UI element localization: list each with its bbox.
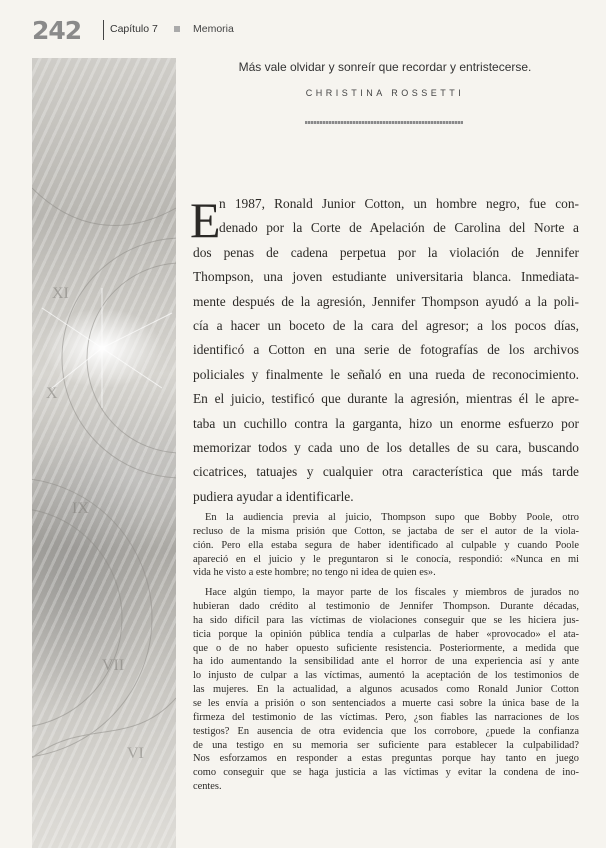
lead-line: n 1987, Ronald Junior Cotton, un hombre negro, fue con- bbox=[219, 196, 579, 211]
lead-line: Thompson, una joven estudiante universitaria blanca. Inmediata- bbox=[193, 269, 579, 285]
body-line: ha sido difícil para las víctimas de violaciones conseguir que se les hiciera jus- bbox=[193, 614, 579, 626]
body-line: lo injusto de culpar a las víctimas, aumentó la aceptación de los testimonios de bbox=[193, 670, 579, 682]
body-line: Nos esforzamos en responder a estas preguntas porque hay tanto en juego bbox=[193, 753, 579, 765]
chapter-label: Capítulo 7 bbox=[110, 23, 158, 35]
section-label: Memoria bbox=[193, 23, 234, 35]
lead-line: pudiera ayudar a identificarle. bbox=[193, 488, 354, 504]
lead-paragraph bbox=[193, 192, 579, 509]
decorative-side-image bbox=[32, 58, 176, 848]
body-line: se les envía a prisión o son sentenciados a muerte casi sobre la única base de la bbox=[193, 697, 579, 709]
drop-cap: E bbox=[190, 192, 221, 248]
body-line: hubieran dado crédito al testimonio de Jennifer Thompson. Durante décadas, bbox=[193, 601, 579, 613]
body-line: apareció en el juicio y le preguntaron si le conocía, respondió: «Nunca en mi bbox=[193, 553, 579, 565]
lead-line: dos penas de cadena perpetua por la violación de Jennifer bbox=[193, 244, 579, 260]
clock-face-art-icon bbox=[32, 58, 176, 848]
epigraph-author: CHRISTINA ROSSETTI bbox=[305, 88, 465, 98]
epigraph-divider bbox=[305, 121, 463, 124]
body-line: Hace algún tiempo, la mayor parte de los fiscales y miembros de jurados no bbox=[205, 587, 579, 599]
body-line: ticia porque la opinión pública tendía a culparlas de haber «provocado» el ata- bbox=[193, 628, 579, 640]
svg-text:VI: VI bbox=[127, 745, 144, 762]
body-line: las mujeres. En la actualidad, a algunos acusados como Ronald Junior Cotton bbox=[193, 684, 579, 696]
body-line: de una testigo en su memoria ser suficiente para establecer la culpabilidad? bbox=[193, 739, 579, 751]
paragraph-1 bbox=[193, 511, 579, 580]
header-divider bbox=[103, 20, 104, 40]
lead-line: identificó a Cotton en una serie de fotografías de los archivos bbox=[193, 342, 579, 358]
lead-line: En el juicio, testificó que durante la agresión, mientras él le apre- bbox=[193, 391, 579, 407]
paragraph-2 bbox=[193, 586, 579, 794]
header-square-icon bbox=[174, 26, 180, 32]
body-line: En la audiencia previa al juicio, Thompson supo que Bobby Poole, otro bbox=[205, 512, 579, 523]
body-text bbox=[193, 511, 579, 794]
body-line: que o de no haber opuesto suficiente resistencia. Posteriormente, a medida que bbox=[193, 642, 579, 654]
lead-line: policiales y finalmente le señaló en una rueda de reconocimiento. bbox=[193, 366, 579, 382]
svg-text:X: X bbox=[46, 385, 58, 402]
svg-text:VII: VII bbox=[102, 657, 125, 674]
body-line: centes. bbox=[193, 781, 222, 793]
svg-text:IX: IX bbox=[72, 500, 89, 517]
lead-line: denado por la Corte de Apelación de Carolina del Norte a bbox=[219, 220, 579, 236]
lead-line: taba un cuchillo contra la garganta, hizo un enorme esfuerzo por bbox=[193, 415, 579, 431]
svg-text:XI: XI bbox=[52, 285, 69, 302]
lead-line: cía a hacer un boceto de la cara del agresor; a los pocos días, bbox=[193, 317, 579, 333]
body-line: testigos? En ausencia de otra evidencia que los corrobore, ¿puede la confianza bbox=[193, 725, 579, 737]
body-line: recluso de la misma prisión que Cotton, se jactaba de ser el autor de la viola- bbox=[193, 525, 579, 537]
body-line: como conseguir que se haga justicia a las víctimas y evitar la condena de ino- bbox=[193, 767, 579, 779]
page-number: 242 bbox=[32, 16, 82, 45]
body-line: ha ido aumentando la sensibilidad ante el horror de una experiencia así y ante bbox=[193, 656, 579, 668]
epigraph-quote: Más vale olvidar y sonreír que recordar y entristecerse. bbox=[238, 60, 532, 74]
body-line: ción. Pero ella estaba segura de haber identificado al culpable y cuando Poole bbox=[193, 539, 579, 551]
body-line: vida he visto a este hombre; no tengo ni idea de quien es». bbox=[193, 567, 436, 579]
lead-line: cicatrices, tatuajes y cualquier otra característica que más tarde bbox=[193, 464, 579, 480]
body-line: firmeza del testimonio de las víctimas. Pero, ¿son fiables las narraciones de los bbox=[193, 711, 579, 723]
lead-line: memorizar todos y cada uno de los detalles de su cara, buscando bbox=[193, 439, 579, 455]
lead-line: mente después de la agresión, Jennifer Thompson ayudó a la poli- bbox=[193, 293, 579, 309]
